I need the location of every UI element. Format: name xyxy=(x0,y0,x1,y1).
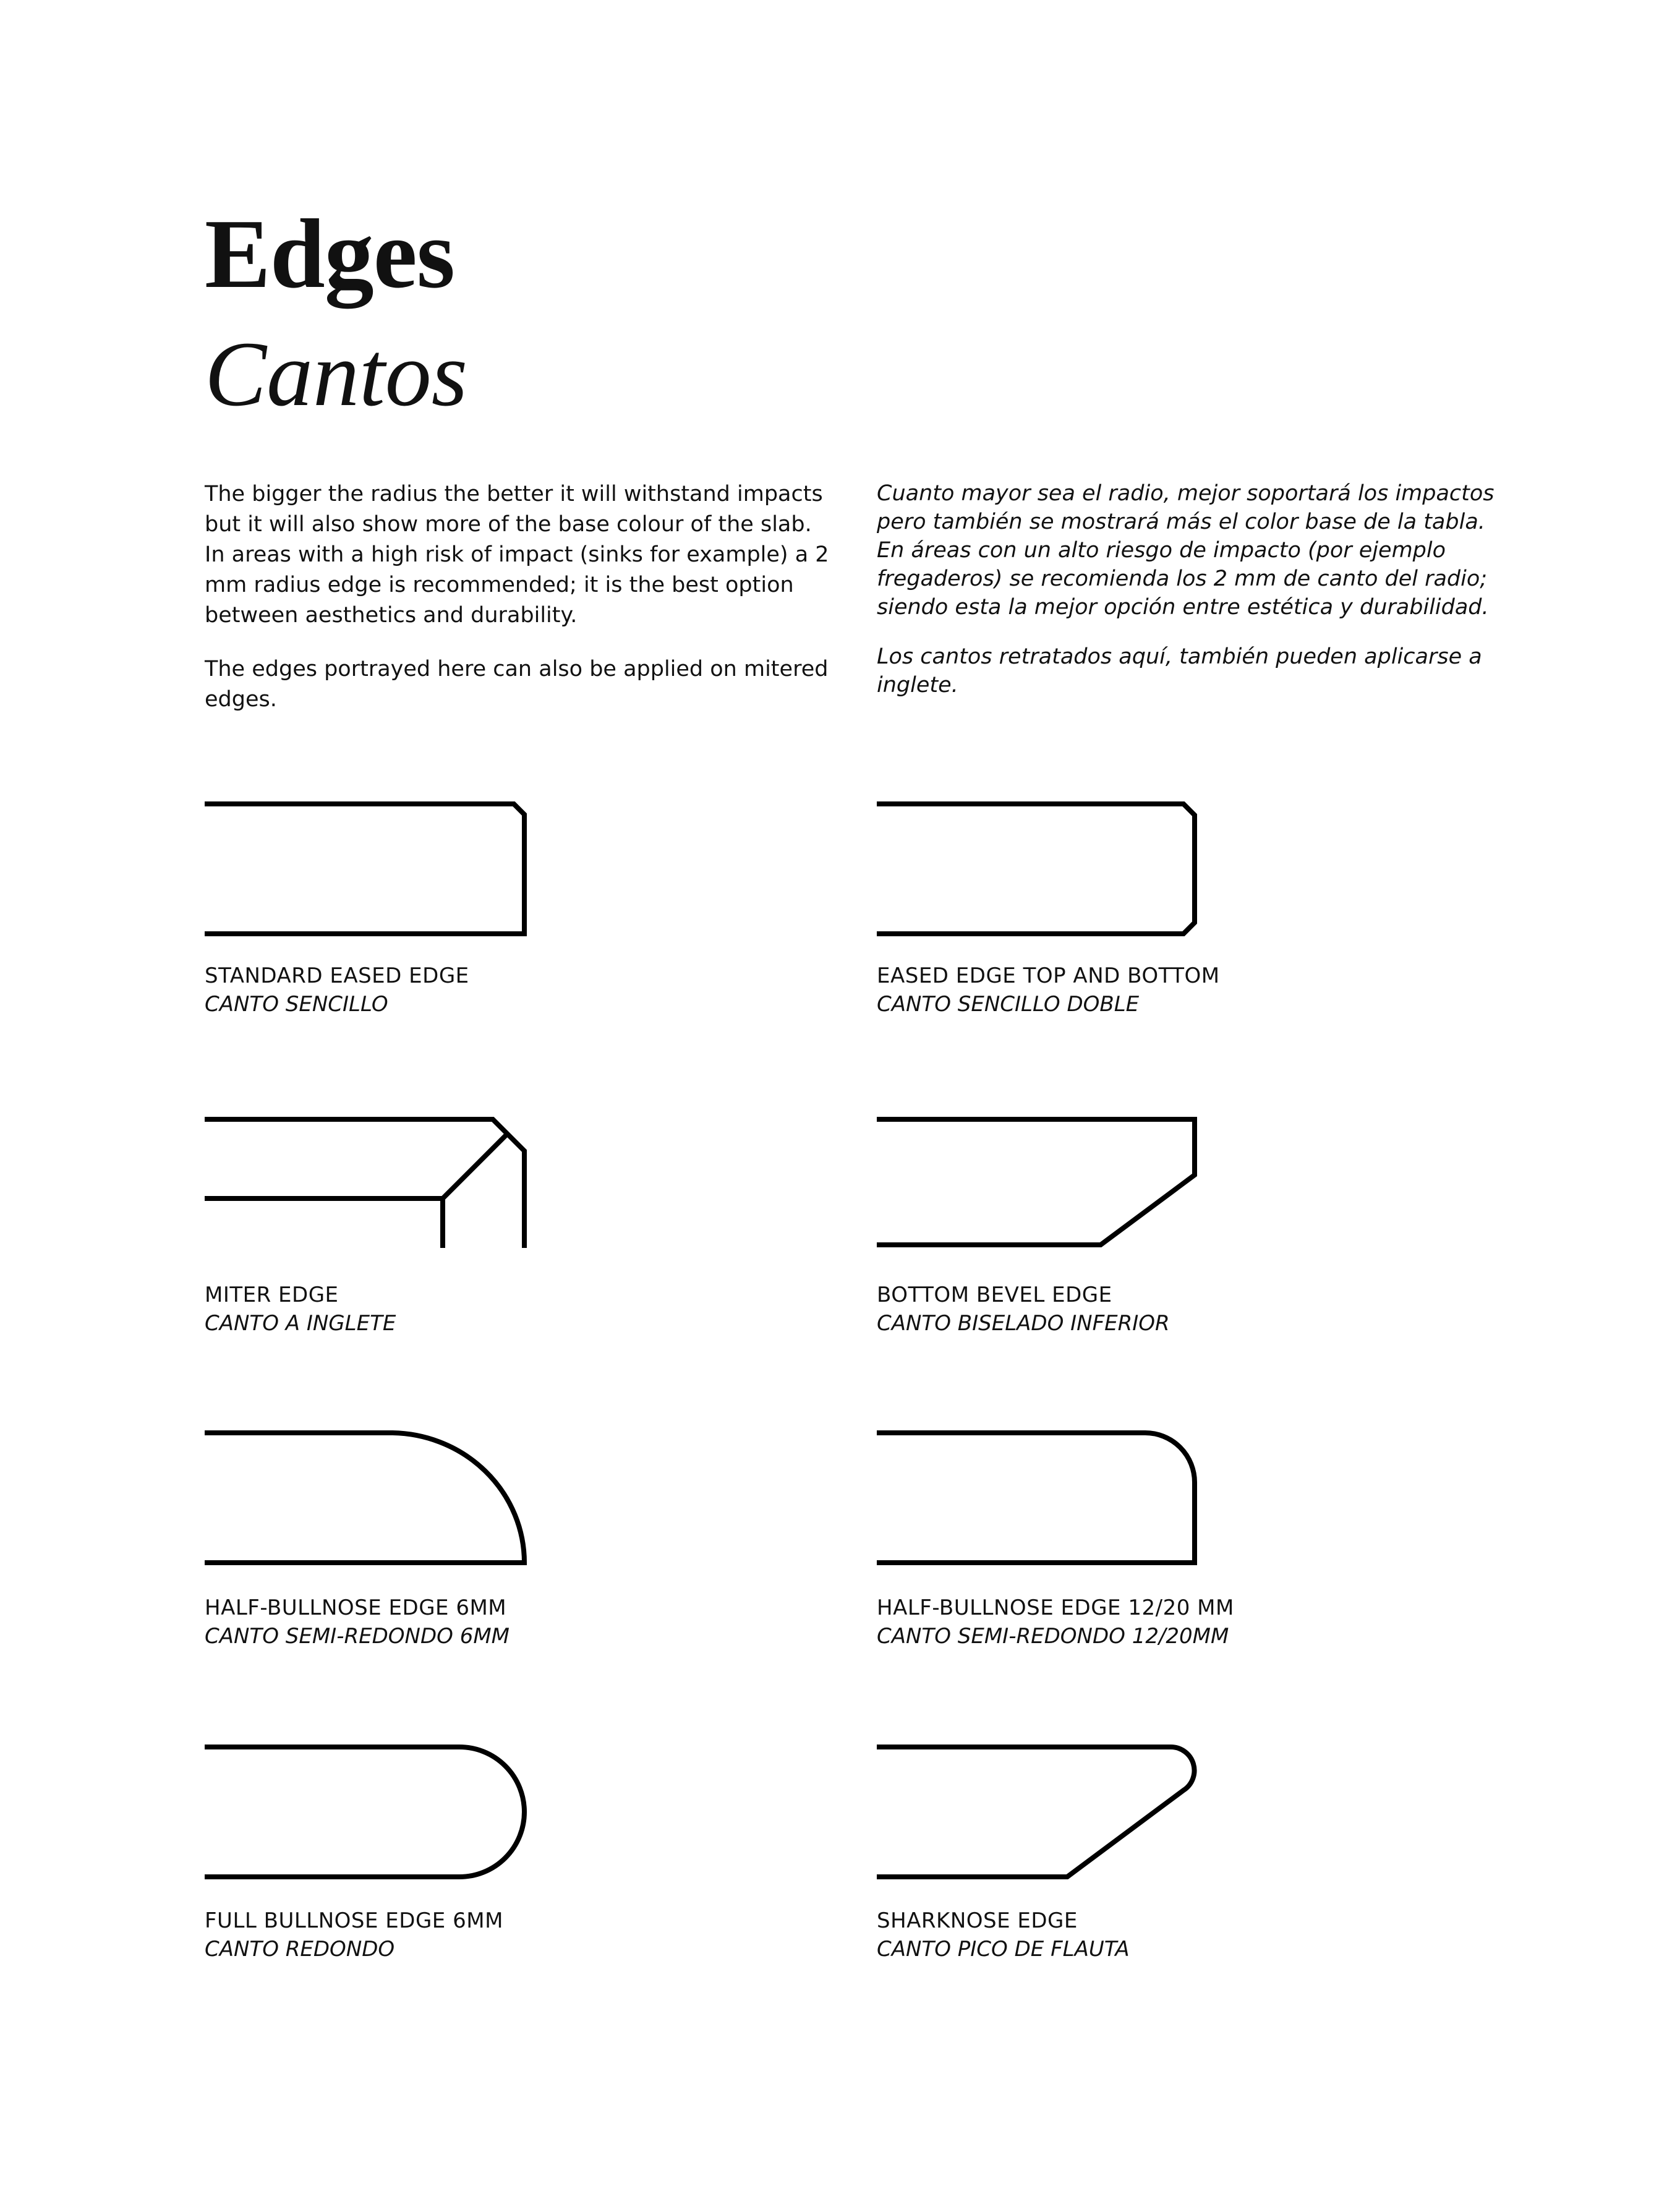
intro-paragraph: Cuanto mayor sea el radio, mejor soportará los impactos pero también se mostrará más el color base de la tabla. En áreas con un alto riesgo de impacto (por ejemplo fregaderos) se recomienda los 2 mm de canto del radio; siendo esta la mejor opción entre estética y durabilidad. xyxy=(877,481,1495,620)
edge-label-es: CANTO REDONDO xyxy=(205,1937,395,1962)
edge-label-es: CANTO A INGLETE xyxy=(205,1311,396,1336)
edge-label-en: FULL BULLNOSE EDGE 6MM xyxy=(205,1908,503,1933)
edge-label-es: CANTO SEMI-REDONDO 6MM xyxy=(205,1624,510,1649)
intro-spanish xyxy=(877,479,1495,720)
edge-caption xyxy=(877,1907,1130,1963)
edge-label-en: HALF-BULLNOSE EDGE 12/20 MM xyxy=(877,1595,1234,1620)
miter-edge-diagram xyxy=(205,1113,551,1255)
intro-paragraph: Los cantos retratados aquí, también pueden aplicarse a inglete. xyxy=(877,644,1482,698)
edge-label-es: CANTO PICO DE FLAUTA xyxy=(877,1937,1130,1962)
edge-label-en: HALF-BULLNOSE EDGE 6MM xyxy=(205,1595,507,1620)
page-title: Edges xyxy=(205,199,454,309)
edge-caption xyxy=(205,1907,503,1963)
edge-label-en: SHARKNOSE EDGE xyxy=(877,1908,1078,1933)
half-bullnose-12-20mm-edge-diagram xyxy=(877,1427,1223,1569)
edge-caption xyxy=(205,962,469,1019)
edge-label-es: CANTO BISELADO INFERIOR xyxy=(877,1311,1170,1336)
sharknose-edge-diagram xyxy=(877,1741,1223,1883)
page-subtitle: Cantos xyxy=(205,323,468,425)
edge-caption xyxy=(877,1594,1234,1651)
edge-caption xyxy=(205,1594,510,1651)
edge-caption xyxy=(205,1281,396,1338)
eased-top-bottom-edge-diagram xyxy=(877,798,1223,940)
full-bullnose-edge-diagram xyxy=(205,1741,551,1883)
edge-label-en: STANDARD EASED EDGE xyxy=(205,963,469,988)
half-bullnose-6mm-edge-diagram xyxy=(205,1427,551,1569)
edge-label-en: EASED EDGE TOP AND BOTTOM xyxy=(877,963,1220,988)
edge-label-en: MITER EDGE xyxy=(205,1283,339,1307)
bottom-bevel-edge-diagram xyxy=(877,1113,1223,1255)
intro-english xyxy=(205,479,829,738)
edge-caption xyxy=(877,962,1220,1019)
edge-label-en: BOTTOM BEVEL EDGE xyxy=(877,1283,1112,1307)
standard-eased-edge-diagram xyxy=(205,798,551,940)
edge-label-es: CANTO SEMI-REDONDO 12/20MM xyxy=(877,1624,1229,1649)
edge-label-es: CANTO SENCILLO DOBLE xyxy=(877,992,1140,1017)
intro-paragraph: The bigger the radius the better it will withstand impacts but it will also show more of the base colour of the slab. In areas with a high risk of impact (sinks for example) a 2 mm radius edge is recommended; it is the best option between aesthetics and durability. xyxy=(205,482,829,628)
edge-caption xyxy=(877,1281,1170,1338)
edge-label-es: CANTO SENCILLO xyxy=(205,992,388,1017)
intro-paragraph: The edges portrayed here can also be applied on mitered edges. xyxy=(205,657,829,712)
